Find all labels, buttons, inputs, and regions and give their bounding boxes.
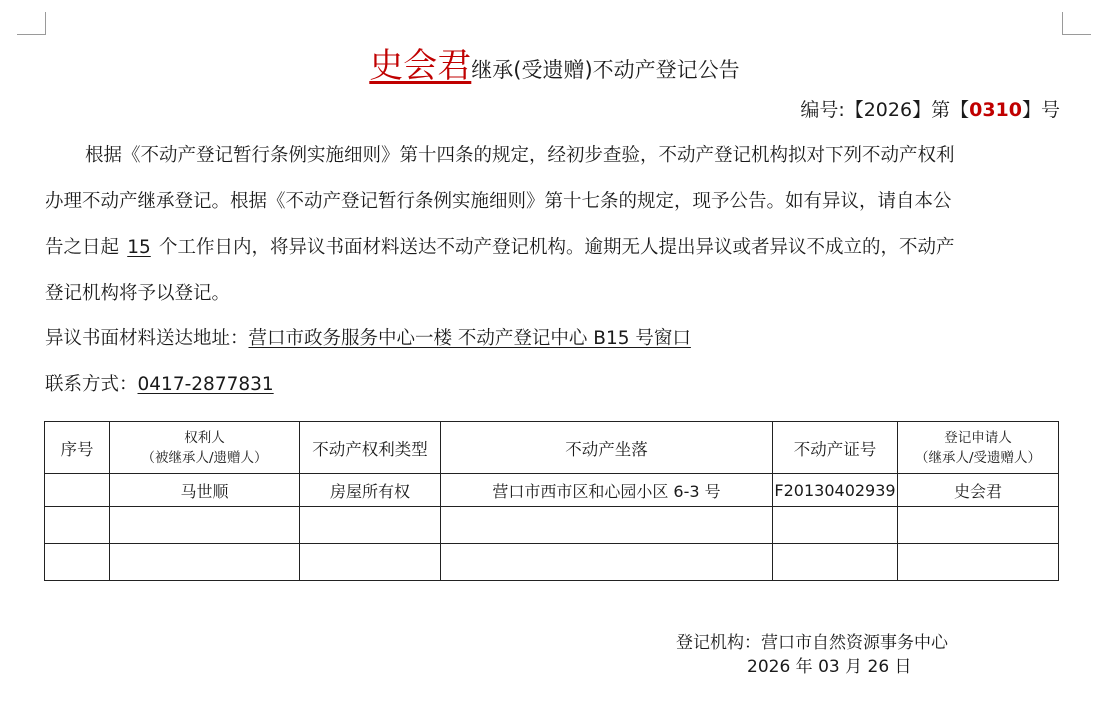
header-applicant-label: 登记申请人 (944, 429, 1012, 446)
empty-cell (300, 544, 441, 581)
objection-days: 15 (127, 237, 151, 258)
address-line (45, 324, 1065, 350)
contact-label: 联系方式： (45, 374, 138, 395)
empty-cell (441, 507, 773, 544)
table-row (45, 474, 1059, 507)
empty-cell (898, 507, 1059, 544)
empty-cell (45, 507, 110, 544)
header-holder-sub: （被继承人/遗赠人） (141, 449, 268, 466)
empty-cell (110, 507, 300, 544)
empty-cell (773, 544, 898, 581)
header-right-type: 不动产权利类型 (300, 422, 441, 474)
cell-cert: F20130402939 (773, 474, 898, 507)
body-line-1-text: 根据《不动产登记暂行条例实施细则》第十四条的规定，经初步查验，不动产登记机构拟对下列不动产权利 (85, 145, 955, 166)
body-line-4-text: 登记机构将予以登记。 (45, 283, 231, 304)
body-line-4 (45, 279, 1065, 305)
body-line-3-post: 个工作日内，将异议书面材料送达不动产登记机构。逾期无人提出异议或者异议不成立的，不动产 (159, 237, 955, 258)
cell-seq (45, 474, 110, 507)
serial-prefix: 编号:【 (800, 99, 864, 121)
header-cert: 不动产证号 (773, 422, 898, 474)
empty-cell (773, 507, 898, 544)
page-corner-mark-top-right (1062, 12, 1091, 35)
notice-date: 2026 年 03 月 26 日 (747, 657, 912, 677)
header-location: 不动产坐落 (441, 422, 773, 474)
empty-cell (45, 544, 110, 581)
header-holder-label: 权利人 (184, 429, 225, 446)
empty-cell (110, 544, 300, 581)
address-value: 营口市政务服务中心一楼 不动产登记中心 B15 号窗口 (248, 328, 691, 349)
body-line-3-pre: 告之日起 (45, 237, 120, 258)
header-applicant (898, 422, 1059, 474)
header-seq: 序号 (45, 422, 110, 474)
title-text: 继承(受遗赠)不动产登记公告 (471, 58, 740, 82)
serial-year: 2026 (863, 99, 913, 121)
cell-location: 营口市西市区和心园小区 6-3 号 (441, 474, 773, 507)
cell-holder: 马世顺 (110, 474, 300, 507)
cell-right-type: 房屋所有权 (300, 474, 441, 507)
title-applicant-name: 史会君 (369, 46, 472, 86)
header-holder (110, 422, 300, 474)
registration-table (44, 421, 1059, 581)
serial-suffix: 】号 (1021, 99, 1060, 121)
notice-title (0, 38, 1109, 87)
empty-cell (441, 544, 773, 581)
contact-line (45, 370, 1065, 396)
empty-cell (300, 507, 441, 544)
cell-applicant: 史会君 (898, 474, 1059, 507)
header-applicant-sub: （继承人/受遗赠人） (914, 449, 1042, 466)
table-header-row (45, 422, 1059, 474)
table-row-empty (45, 544, 1059, 581)
contact-phone: 0417-2877831 (137, 374, 274, 395)
table-row-empty (45, 507, 1059, 544)
serial-mid: 】第【 (912, 99, 970, 121)
body-line-1 (45, 141, 1065, 167)
serial-number (800, 95, 1060, 122)
empty-cell (898, 544, 1059, 581)
address-label: 异议书面材料送达地址： (45, 328, 249, 349)
body-line-2 (45, 187, 1065, 213)
serial-no: 0310 (969, 99, 1022, 121)
registration-authority: 登记机构：营口市自然资源事务中心 (676, 633, 948, 653)
body-line-2-text: 办理不动产继承登记。根据《不动产登记暂行条例实施细则》第十七条的规定，现予公告。如有异议，请自本公 (45, 191, 952, 212)
body-line-3 (45, 233, 1065, 259)
page-corner-mark-top-left (17, 12, 46, 35)
